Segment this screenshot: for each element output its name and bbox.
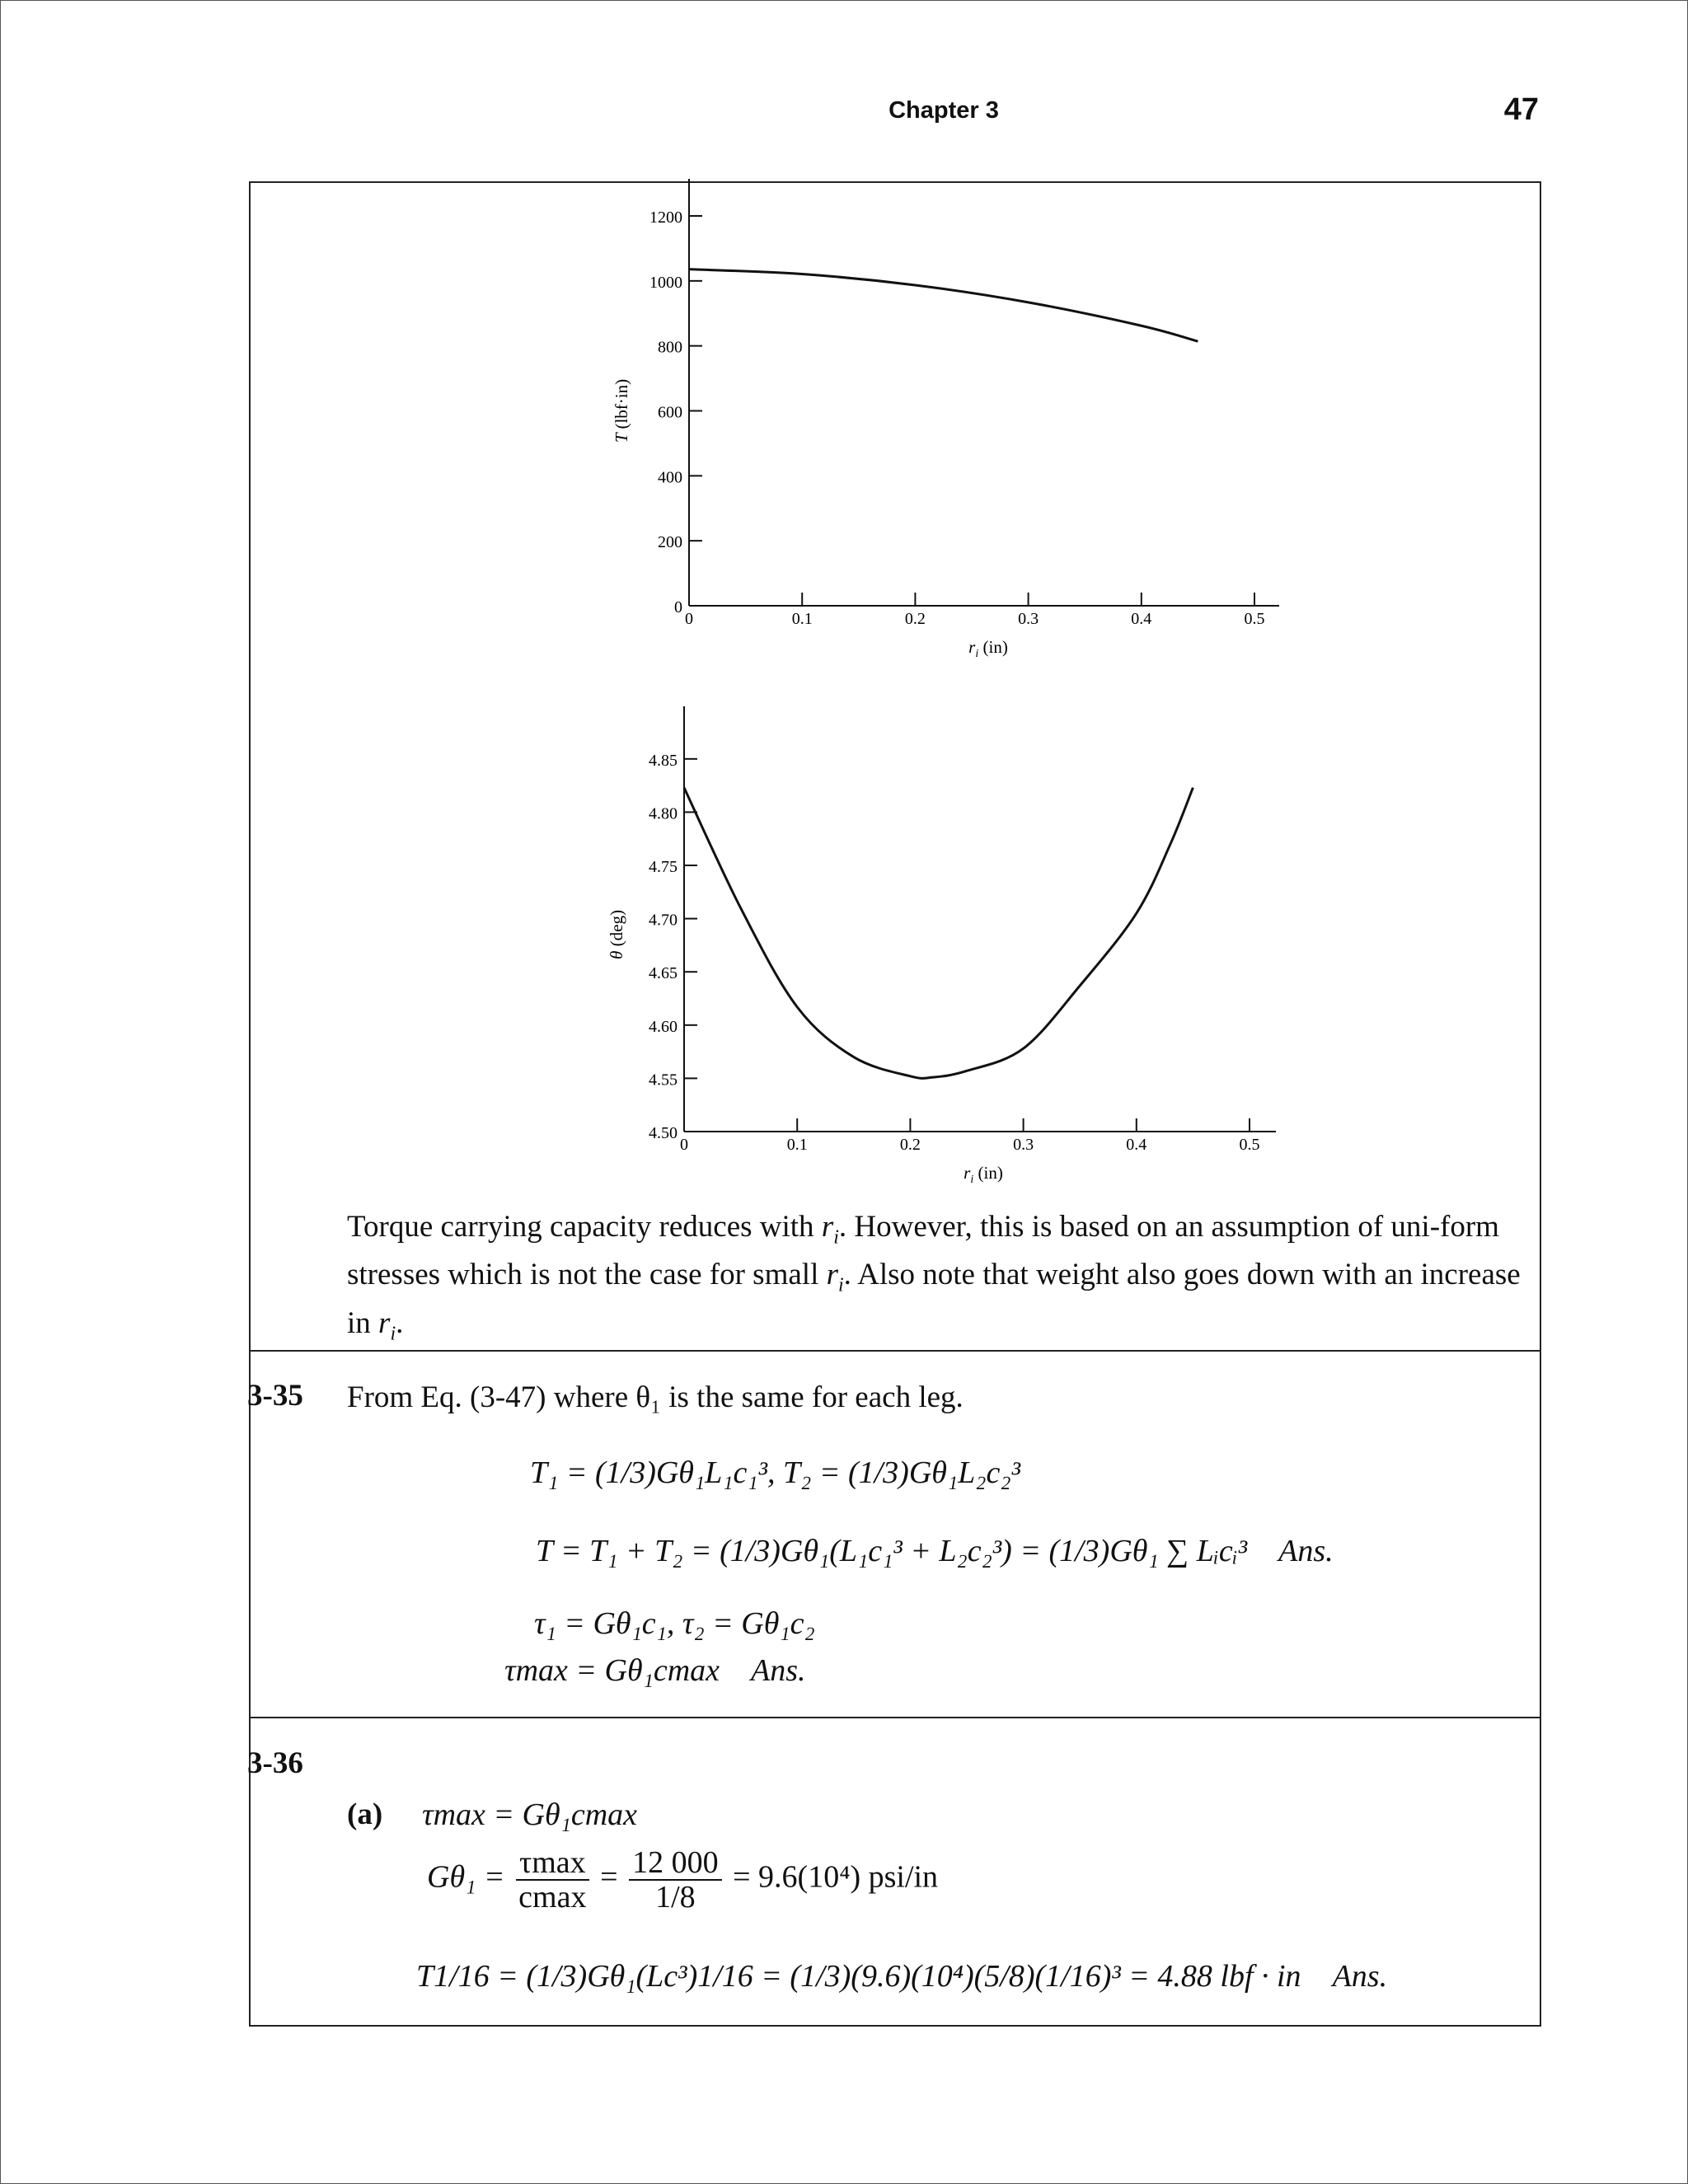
y-tick-label: 1000 (649, 273, 682, 292)
y-tick-label: 4.85 (649, 751, 678, 770)
equation: Gθ₁ = $\frac{\tau\max}{cmax}$ = $\frac{12 000}{1/8}$ = 9.6(10⁴) psi/in (427, 1845, 939, 1915)
equation: τmax = Gθ₁cmax (422, 1797, 638, 1832)
x-axis-label: $r_i$ (in) (964, 1163, 1003, 1186)
y-axis-label: T (lbf·in) (612, 378, 631, 443)
y-tick-label: 600 (658, 403, 682, 422)
var-ri: r (826, 1258, 838, 1292)
var-ri: r (821, 1210, 834, 1244)
equation-text: T1/16 = (1/3)Gθ₁(Lc³)1/16 = (1/3)(9.6)(10⁴)(5/8)(1/16)³ = 4.88 lbf · in (416, 1959, 1301, 1994)
twist-angle-chart (577, 705, 1319, 1199)
text-run: . Also note that weight also goes down with an increase in (347, 1258, 1521, 1340)
y-tick-label: 800 (658, 338, 682, 357)
denominator: 1/8 (655, 1880, 696, 1915)
x-tick-label: 0.2 (899, 1136, 921, 1154)
problem-label-3-35: 3-35 (247, 1379, 303, 1413)
y-tick-label: 4.60 (649, 1017, 678, 1036)
equation-text: T = T₁ + T₂ = (1/3)Gθ₁(L₁c₁³ + L₂c₂³) = (1/3)Gθ₁ ∑ Lᵢcᵢ³ (536, 1534, 1248, 1568)
equation: τ₁ = Gθ₁c₁, τ₂ = Gθ₁c₂ (534, 1606, 815, 1641)
x-tick-label: 0.4 (1126, 1136, 1147, 1154)
equation-text: Gθ₁ = (427, 1859, 505, 1895)
equation (504, 1652, 806, 1689)
numerator: 12 000 (629, 1846, 722, 1881)
x-axis-label: $r_i$ (in) (968, 637, 1008, 660)
problem-label-3-36: 3-36 (247, 1746, 303, 1780)
data-line (684, 788, 1193, 1079)
equation: T₁ = (1/3)Gθ₁L₁c₁³, T₂ = (1/3)Gθ₁L₂c₂³ (530, 1455, 1020, 1490)
equation-text: = 9.6(10⁴) psi/in (733, 1859, 939, 1895)
var-ri-subscript: i (838, 1274, 844, 1296)
discussion-paragraph (347, 1208, 1542, 1352)
y-tick-label: 4.55 (649, 1071, 678, 1090)
var-ri-subscript: i (833, 1226, 839, 1249)
y-tick-label: 200 (658, 533, 682, 552)
y-tick-label: 4.75 (649, 858, 678, 877)
var-ri-subscript: i (390, 1323, 396, 1345)
data-line (689, 269, 1198, 342)
var-ri: r (378, 1305, 391, 1340)
y-tick-label: 1200 (649, 209, 682, 227)
x-tick-label: 0.2 (904, 610, 926, 628)
torque-chart (577, 177, 1319, 672)
denominator: cmax (518, 1880, 587, 1915)
text-run: Torque carrying capacity reduces with (347, 1210, 822, 1244)
chapter-title: Chapter 3 (889, 97, 999, 124)
x-tick-label: 0.1 (791, 610, 813, 628)
y-tick-label: 4.80 (649, 804, 678, 823)
x-tick-label: 0.4 (1131, 610, 1152, 628)
equation-text: τmax = Gθ₁cmax (504, 1653, 720, 1688)
y-tick-label: 4.50 (649, 1124, 678, 1142)
x-tick-label: 0.5 (1239, 1136, 1260, 1154)
y-tick-label: 400 (658, 468, 682, 487)
problem-3-35-intro: From Eq. (3-47) where θ₁ is the same for each leg. (347, 1380, 964, 1414)
fraction (629, 1846, 722, 1914)
text-run: . (396, 1305, 404, 1340)
x-tick-label: 0.1 (786, 1136, 808, 1154)
y-axis-label: θ (deg) (607, 910, 626, 959)
answer-marker: Ans. (751, 1653, 806, 1688)
equation (416, 1958, 1387, 1994)
equation (536, 1533, 1334, 1569)
page-number: 47 (1503, 92, 1539, 127)
numerator: τmax (516, 1846, 589, 1881)
fraction (516, 1846, 589, 1914)
x-tick-label: 0 (680, 1136, 688, 1154)
x-tick-label: 0.5 (1244, 610, 1265, 628)
section-divider (249, 1717, 1540, 1718)
part-label: (a) (347, 1797, 383, 1831)
text-run: . However, this is based on an assumption of uni-form stresses which is not the case for small (347, 1210, 1499, 1292)
answer-marker: Ans. (1278, 1534, 1334, 1568)
y-tick-label: 4.70 (649, 911, 678, 930)
x-tick-label: 0.3 (1013, 1136, 1034, 1154)
y-tick-label: 4.65 (649, 964, 678, 983)
answer-marker: Ans. (1332, 1959, 1388, 1994)
y-tick-label: 0 (674, 598, 682, 616)
x-tick-label: 0.3 (1018, 610, 1039, 628)
x-tick-label: 0 (685, 610, 693, 628)
